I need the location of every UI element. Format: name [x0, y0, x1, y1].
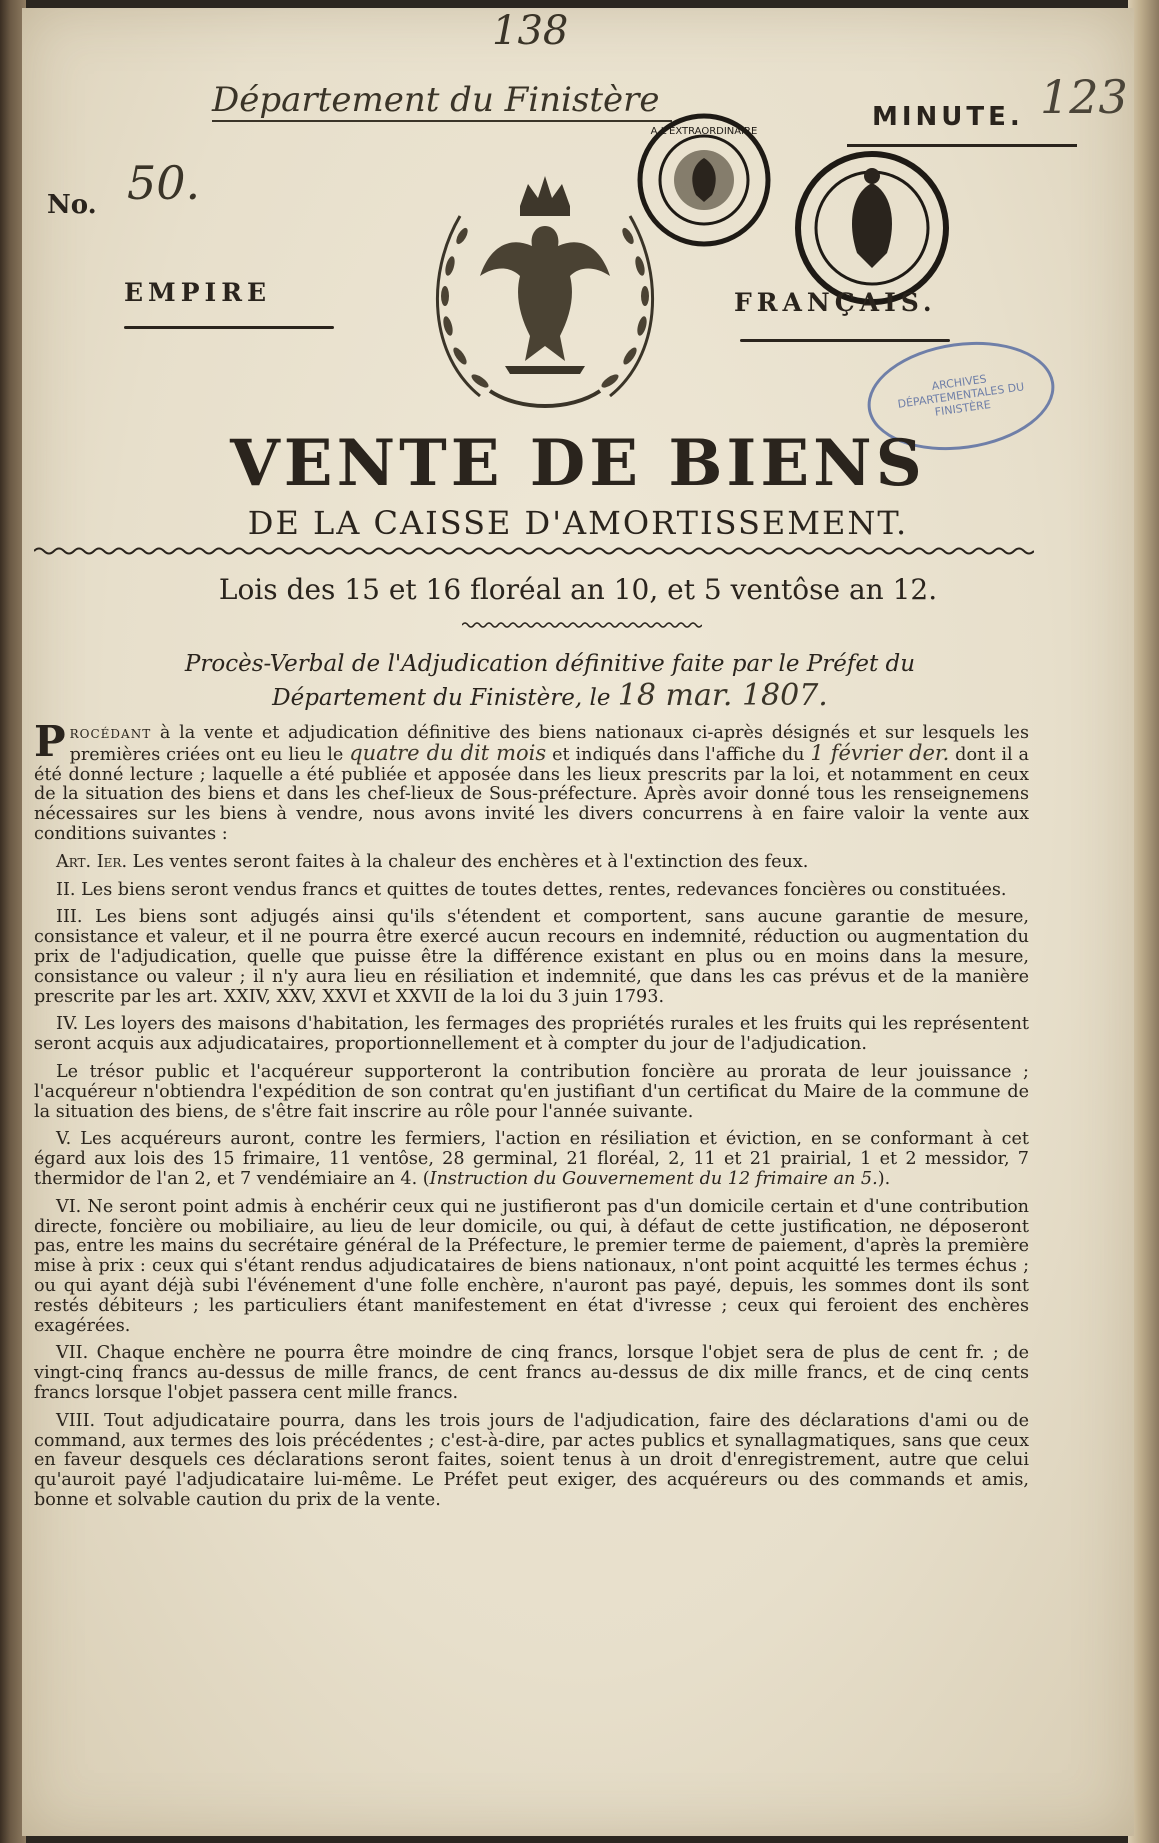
article-5-label: V.	[56, 1129, 72, 1150]
document-subtitle: DE LA CAISSE D'AMORTISSEMENT.	[247, 504, 909, 542]
article-8	[34, 1412, 1029, 1511]
article-2-text: Les biens seront vendus francs et quittes de toutes dettes, rentes, redevances foncières ou constituées.	[75, 879, 1007, 900]
minute-underline	[847, 144, 1077, 147]
pv-date-handwritten: 18 mar. 1807.	[617, 678, 828, 713]
handwritten-criees-date: quatre du dit mois	[349, 740, 547, 765]
oval-stamp-text: ARCHIVES DÉPARTEMENTALES DU FINISTÈRE	[896, 372, 1025, 419]
drop-cap: P	[34, 717, 66, 766]
article-6-label: VI.	[56, 1196, 82, 1217]
conditions-text	[34, 717, 1029, 1519]
article-7	[34, 1344, 1029, 1403]
right-rule	[740, 339, 950, 342]
pv-line-2-text: Département du Finistère, le	[272, 685, 611, 711]
article-1-text: Les ventes seront faites à la chaleur des enchères et à l'extinction des feux.	[127, 851, 809, 872]
intro-paragraph	[34, 717, 1029, 845]
article-2-label: II.	[56, 879, 76, 900]
left-rule	[124, 326, 334, 329]
article-8-label: VIII.	[56, 1410, 96, 1431]
document-page	[22, 8, 1134, 1836]
francais-label: FRANÇAIS.	[734, 288, 937, 317]
article-7-label: VII.	[56, 1343, 89, 1364]
article-5-instruction: Instruction du Gouvernement du 12 frimaire an 5.	[429, 1168, 878, 1189]
article-2	[34, 881, 1029, 901]
document-title: VENTE DE BIENS	[230, 426, 926, 501]
pv-line-1: Procès-Verbal de l'Adjudication définitive faite par le Préfet du	[184, 651, 916, 677]
numero-value: 50.	[127, 156, 201, 210]
article-4-label: IV.	[56, 1014, 79, 1035]
numero-label: No.	[47, 190, 97, 220]
pv-line-2	[50, 680, 1050, 714]
handwritten-affiche-date: 1 février der.	[810, 740, 950, 765]
intro-text-b: et indiqués dans l'affiche du	[546, 744, 811, 765]
wavy-divider	[34, 546, 1034, 556]
empire-label: EMPIRE	[124, 278, 272, 307]
stamp-text: A L'EXTRAORDINAIRE	[650, 126, 758, 137]
article-4-continued: Le trésor public et l'acquéreur supporteront la contribution foncière au prorata de leur jouissance ; l'acquéreur n'obtiendra l'expédition de son contrat qu'en justifiant d'un certificat du Maire de la commune de la situation des biens, de s'être fait inscrire au rôle pour l'année suivante.	[34, 1061, 1029, 1122]
intro-text-a: à la vente et adjudication définitive des biens nationaux ci-après désignés et sur lesquels les premières criées ont eu lieu le	[69, 723, 1029, 765]
short-wavy-divider	[462, 621, 702, 629]
article-4	[34, 1015, 1029, 1055]
imperial-eagle-emblem	[420, 166, 670, 426]
article-4-text: Les loyers des maisons d'habitation, les fermages des propriétés rurales et les fruits qui les représentent seront acquis aux adjudicataires, proportionnellement et à compter du jour de l'adjudication.	[34, 1014, 1029, 1055]
article-3-text: Les biens sont adjugés ainsi qu'ils s'étendent et comportent, sans aucune garantie de mesure, consistance et valeur, et il ne pourra être exercé aucun recours en indemnité, réduction ou augmentation du prix de l'adjudication, quelle que puisse être la différence existant en plus ou en moins dans la mesure, consistance ou valeur ; il n'y aura lieu en résiliation et indemnité, que dans les cas prévus et de la manière prescrite par les art. XXIV, XXV, XXVI et XXVII de la loi du 3 juin 1793.	[34, 907, 1029, 1007]
article-5-text: Les acquéreurs auront, contre les fermiers, l'action en résiliation et éviction, en se conformant à cet égard aux lois des 15 frimaire, 11 ventôse, 28 germinal, 21 floréal, 2, 11 et 21 prairial, 1 et 2 messidor, 7 thermidor de l'an 2, et 7 vendémiaire an 4. (	[34, 1129, 1029, 1189]
article-8-text: Tout adjudicataire pourra, dans les trois jours de l'adjudication, faire des déclarations d'ami ou de command, aux termes des lois précédentes ; c'est-à-dire, par actes publics et synallagmatiques, sans que ceux en faveur desquels ces déclarations seront faites, soient tenus à un droit d'enregistrement, autre que celui qu'auroit payé l'adjudicataire lui-même. Le Préfet peut exiger, des acquéreurs ou des commands et amis, bonne et solvable caution du prix de la vente.	[34, 1410, 1029, 1510]
article-7-text: Chaque enchère ne pourra être moindre de cinq francs, lorsque l'objet sera de plus de cent fr. ; de vingt-cinq francs au-dessus de mille francs, de cent francs au-dessus de dix mille francs, et de cinq cents francs lorsque l'objet passera cent mille francs.	[34, 1343, 1029, 1403]
article-6	[34, 1198, 1029, 1337]
minute-label: MINUTE.	[872, 102, 1024, 132]
article-1-label: Art. Ier.	[56, 851, 128, 872]
department-underline	[212, 120, 672, 122]
article-3-label: III.	[56, 907, 83, 928]
tax-stamp-right	[792, 148, 952, 308]
department-handwritten: Département du Finistère	[212, 80, 660, 120]
article-5-end: ).	[877, 1168, 891, 1189]
tax-stamp-left	[634, 110, 774, 250]
intro-first-word: rocédant	[69, 723, 152, 743]
article-3	[34, 908, 1029, 1007]
article-5	[34, 1130, 1029, 1189]
proces-verbal-heading	[50, 648, 1050, 714]
intro-text-c: dont il a été donné lecture ; laquelle a été publiée et apposée dans les lieux prescrits par la loi, et notamment en ceux de la situation des biens et dans les chef-lieux de Sous-préfecture. Après avoir donné tous les renseignemens nécessaires sur les biens à vendre, nous avons invité les divers concurrens à en faire valoir la vente aux conditions suivantes :	[34, 744, 1029, 844]
archive-number: 138	[492, 8, 569, 54]
laws-line: Lois des 15 et 16 floréal an 10, et 5 ventôse an 12.	[218, 573, 938, 606]
folio-number: 123	[1040, 70, 1128, 124]
article-1	[34, 853, 1029, 873]
article-6-text: Ne seront point admis à enchérir ceux qui ne justifieront pas d'un domicile certain et d'une contribution directe, foncière ou mobiliaire, au lieu de leur domicile, ou qui, à défaut de cette justification, ne déposeront pas, entre les mains du secrétaire général de la Préfecture, le premier terme de paiement, d'après la première mise à prix : ceux qui s'étant rendus adjudicataires de biens nationaux, n'ont point acquitté les termes échus ; ou qui ayant déjà subi l'événement d'une folle enchère, n'auront pas payé, depuis, les sommes dont ils sont restés débiteurs ; les particuliers étant manifestement en état d'ivresse ; ceux qui feroient des enchères exagérées.	[34, 1196, 1029, 1336]
